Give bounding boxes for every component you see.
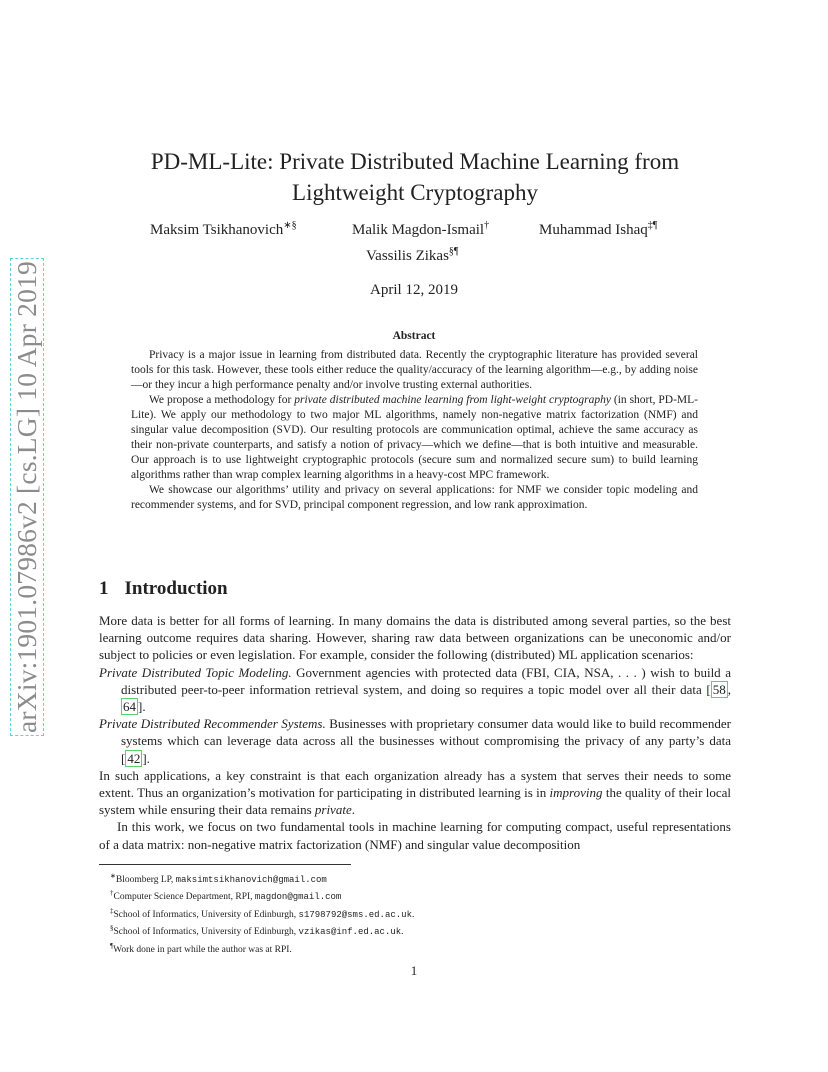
author-name: Muhammad Ishaq — [539, 222, 648, 238]
footnote — [110, 940, 414, 957]
item-title: Private Distributed Topic Modeling. — [99, 664, 292, 680]
body-emphasis: improving — [549, 785, 603, 801]
abstract-emphasis: private distributed machine learning from light-weight cryptography — [294, 394, 611, 406]
footnote-mark: ¶ — [110, 941, 114, 950]
citation-link[interactable]: 58 — [712, 681, 726, 697]
author-marks: §¶ — [448, 246, 459, 257]
footnote-email[interactable]: maksimtsikhanovich@gmail.com — [175, 875, 327, 886]
footnote-text: Bloomberg LP, — [115, 875, 176, 886]
abstract-paragraph — [131, 393, 698, 483]
body-paragraph: More data is better for all forms of learning. In many domains the data is distributed among several parties, so the best learning outcome requires data sharing. However, sharing raw data between organizations can be uneconomic and/or subject to policies or even legislation. For example, consider the following (distributed) ML application scenarios: — [99, 613, 731, 663]
author-1 — [150, 222, 297, 239]
section-heading — [99, 578, 228, 600]
paper-title — [100, 146, 730, 208]
body-text-span: the quality of their local system while ensuring their data remains — [99, 785, 731, 818]
list-item — [99, 715, 731, 767]
body-text — [99, 612, 731, 853]
author-name: Malik Magdon-Ismail — [352, 222, 485, 238]
item-text: , — [727, 681, 731, 697]
footnote-email[interactable]: vzikas@inf.ed.ac.uk — [298, 927, 402, 938]
footnote — [110, 905, 414, 922]
citation-link[interactable]: 42 — [127, 750, 141, 766]
item-text: Businesses with proprietary consumer data would like to build recommender systems which can leverage data across all the businesses without compromising the privacy of any party’s data [ — [121, 716, 731, 766]
list-item — [99, 664, 731, 716]
author-4 — [366, 248, 458, 265]
body-text-span: In such applications, a key constraint is that each organization already has a system that serves their needs to some extent. Thus an organization’s motivation for participating in distributed learning is in — [99, 767, 731, 801]
author-marks: ‡¶ — [647, 220, 658, 231]
footnote-text: . — [401, 927, 404, 938]
body-emphasis: private — [314, 802, 352, 818]
author-2 — [352, 222, 489, 239]
footnote-text: . — [411, 910, 415, 921]
abstract-text: (in short, PD-ML-Lite). We apply our methodology to two major ML algorithms, namely non-negative matrix factorization (NMF) and singular value decomposition (SVD). Our resulting protocols are communication optimal, achieve the same accuracy as their non-private counterparts, and satisfy a notion of privacy—which we define—that is both intuitive and measurable. Our approach is to use lightweight cryptographic protocols (secure sum and normalized secure sum) to build learning algorithms rather than wrap complex learning algorithms in a heavy-cost MPC framework. — [131, 394, 698, 481]
footnote-text: Computer Science Department, RPI, — [113, 892, 255, 903]
footnote-mark: § — [110, 924, 114, 933]
body-text-span: . — [351, 802, 355, 818]
author-name: Maksim Tsikhanovich — [150, 222, 284, 238]
author-name: Vassilis Zikas — [366, 248, 449, 264]
author-marks: ∗§ — [283, 220, 297, 231]
section-number: 1 — [99, 578, 109, 599]
abstract-paragraph: Privacy is a major issue in learning from distributed data. Recently the cryptographic literature has provided several tools for this task. However, these tools either reduce the quality/accuracy of the learning algorithm—e.g., by adding noise—or they incur a high performance penalty and/or involve trusting external authorities. — [131, 349, 698, 391]
arxiv-identifier: arXiv:1901.07986v2 [cs.LG] 10 Apr 2019 — [11, 261, 42, 733]
footnote-mark: † — [110, 889, 114, 898]
abstract-text: We propose a methodology for — [149, 394, 295, 406]
footnote-text: Work done in part while the author was at RPI. — [113, 944, 292, 955]
author-marks: † — [484, 220, 490, 231]
footnote-rule — [99, 864, 351, 865]
footnote — [110, 887, 414, 904]
footnote — [110, 870, 414, 887]
footnote-text: School of Informatics, University of Edinburgh, — [113, 927, 299, 938]
footnote-email[interactable]: magdon@gmail.com — [254, 892, 342, 903]
item-title: Private Distributed Recommender Systems. — [99, 716, 326, 732]
section-title: Introduction — [124, 578, 228, 599]
title-line-1: PD-ML-Lite: Private Distributed Machine Learning from — [150, 149, 680, 174]
page-number: 1 — [410, 963, 418, 978]
item-text: ]. — [142, 750, 150, 766]
footnote-mark: ‡ — [110, 906, 114, 915]
footnotes — [110, 870, 414, 957]
title-line-2: Lightweight Cryptography — [292, 180, 538, 205]
footnote-email[interactable]: s1798792@sms.ed.ac.uk — [298, 910, 412, 921]
footnote — [110, 922, 414, 939]
footnote-mark: ∗ — [110, 872, 116, 880]
item-text: ]. — [138, 699, 146, 715]
item-text: Government agencies with protected data (FBI, CIA, NSA, . . . ) wish to build a distributed peer-to-peer information retrieval system, and doing so requires a topic model over all their data [ — [121, 664, 731, 697]
citation-link[interactable]: 64 — [123, 699, 136, 715]
author-3 — [539, 222, 657, 239]
paper-date: April 12, 2019 — [370, 282, 458, 298]
abstract-body — [131, 348, 698, 513]
body-paragraph — [99, 767, 731, 819]
body-paragraph: In this work, we focus on two fundamental tools in machine learning for computing compact, useful representations of a data matrix: non-negative matrix factorization (NMF) and singular value decomposition — [99, 819, 731, 852]
abstract-paragraph: We showcase our algorithms’ utility and privacy on several applications: for NMF we consider topic modeling and recommender systems, and for SVD, principal component regression, and low rank approximation. — [131, 484, 698, 511]
footnote-text: School of Informatics, University of Edinburgh, — [113, 910, 299, 921]
abstract-heading: Abstract — [392, 330, 436, 342]
